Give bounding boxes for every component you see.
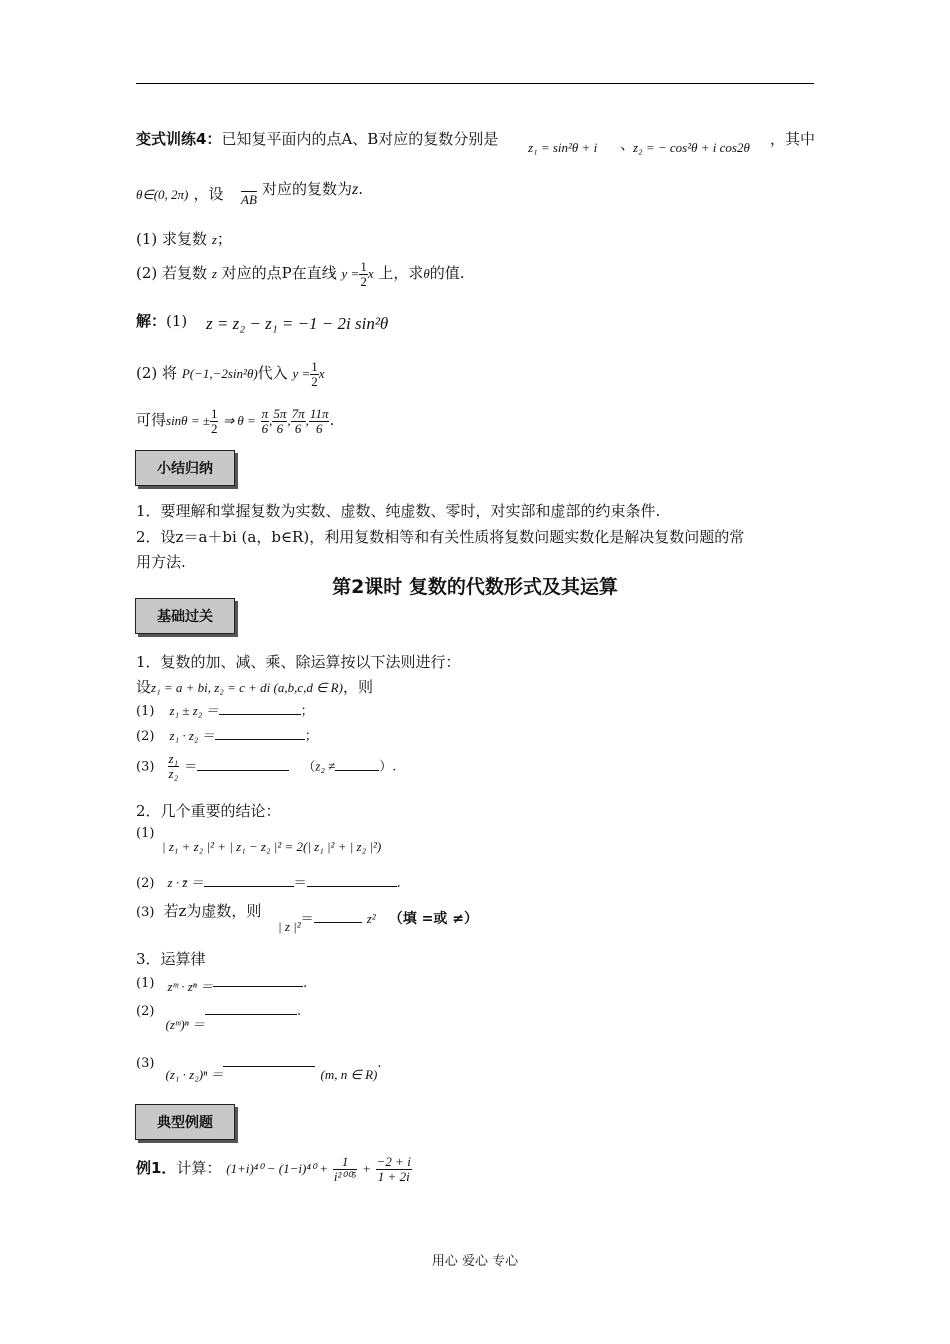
z1-expression: z₁ = sin²θ + i — [528, 140, 598, 155]
basics-set-line — [136, 676, 373, 697]
rule-2-blank[interactable] — [215, 727, 305, 740]
theta-symbol: θ — [423, 266, 430, 282]
exercise-text-1: 已知复平面内的点A、B对应的复数分别是 — [221, 130, 499, 148]
exercise-text-4-label: 对应的复数为 — [262, 180, 353, 198]
z2-expression: z₂ = − cos²θ + i cos2θ — [633, 140, 750, 155]
lesson-title: 第2课时 复数的代数形式及其运算 — [332, 576, 618, 598]
rule-3-number: (3) — [136, 759, 155, 775]
set-expression: z₁ = a + bi, z₂ = c + di (a,b,c,d ∈ R) — [151, 680, 343, 695]
conclusion-2-number: (2) — [136, 876, 155, 891]
conclusion-3-text: 若z为虚数，则 — [163, 902, 262, 920]
solution-part-2 — [136, 360, 325, 388]
basics-section-1-title: 1．复数的加、减、乘、除运算按以下法则进行： — [136, 653, 461, 671]
conclusion-2-mid: ＝ — [293, 876, 307, 891]
pi-num: π — [261, 406, 269, 421]
example-1-label: 例1． — [136, 1159, 177, 1178]
question-1 — [136, 228, 232, 249]
eleven-pi-den: 6 — [315, 420, 323, 436]
page-footer: 用心 爱心 专心 — [431, 1254, 519, 1269]
half-den: 2 — [360, 273, 367, 289]
exercise-line-1 — [136, 128, 498, 149]
solution-p2-line: y = — [292, 366, 311, 382]
can-get-text: 可得 — [136, 411, 167, 430]
solution-result: 可得sinθ = ± $\frac{1}{2}$ ⇒ θ = $\frac{\pi}{6}$ , $\frac{5\pi}{6}$ , $\frac{7\pi}{6}$ , $\frac{11\pi}{6}$ . — [136, 406, 335, 436]
then-text: ，则 — [342, 678, 373, 696]
solution-p2-x: x — [318, 366, 325, 382]
exercise-label: 变式训练4： — [136, 130, 222, 148]
examples-box-label: 典型例题 — [157, 1115, 213, 1131]
theta-range: θ∈(0, 2π) — [136, 187, 189, 202]
question-2-text-b: 对应的点P在直线 — [221, 264, 337, 283]
exercise-text-3: ，设 — [193, 185, 224, 203]
line-lhs: y = — [341, 266, 360, 282]
basics-box-label: 基础过关 — [157, 609, 213, 625]
law-3-end: . — [377, 1056, 382, 1071]
summary-item-1: 1．要理解和掌握复数为实数、虚数、纯虚数、零时，对实部和虚部的约束条件. — [136, 502, 661, 520]
rule-1 — [136, 700, 314, 719]
seven-pi-num: 7π — [291, 406, 305, 421]
implies-theta: ⇒ θ = — [223, 413, 256, 429]
set-text: 设 — [136, 678, 152, 696]
conclusion-3-eq: ＝ — [300, 912, 314, 927]
solution-p2-text: (2) 将 — [136, 364, 178, 383]
conclusion-3-abs: | z |² — [278, 919, 301, 934]
law-3-number: (3) — [136, 1056, 155, 1071]
solution-half-den: 2 — [311, 373, 318, 389]
example-1-f2-num: −2 + i — [376, 1154, 411, 1169]
question-2-text-a: (2) 若复数 — [136, 264, 208, 283]
conclusion-2 — [136, 872, 401, 891]
law-1-expression: zᵐ · zⁿ ＝ — [167, 979, 214, 994]
conclusion-3 — [136, 900, 261, 921]
question-1-end: ； — [216, 230, 232, 248]
rule-3-cond-blank[interactable] — [335, 758, 379, 771]
exercise-text-4 — [262, 178, 363, 199]
conclusion-3-hint: （填 =或 ≠） — [388, 911, 478, 927]
rule-3-fraction — [168, 752, 180, 780]
solution-p2-point: P(−1,−2sin²θ) — [181, 366, 258, 382]
question-1-text: (1) 求复数 — [136, 230, 208, 248]
question-2-z: z — [211, 266, 217, 282]
question-2-text-c: 上，求 — [378, 264, 424, 283]
solution-p2-into: 代入 — [257, 364, 288, 383]
conclusion-3-z2: z² — [366, 911, 376, 926]
answer-11pi-6 — [309, 407, 330, 435]
separator: 、 — [620, 135, 636, 153]
half-num: 1 — [360, 259, 367, 274]
solution-half — [310, 360, 319, 388]
solution-part-1 — [136, 310, 187, 331]
solution-half-num: 1 — [311, 359, 318, 374]
rule-3-num: z₁ — [168, 751, 179, 766]
sin-expression: sinθ = ± — [166, 413, 210, 429]
law-1-end: . — [303, 976, 308, 991]
solution-label: 解： — [136, 312, 167, 330]
question-1-z: z — [211, 232, 217, 247]
conclusion-2-blank-2[interactable] — [307, 874, 397, 887]
law-2 — [136, 1000, 302, 1032]
answer-pi-6 — [261, 407, 270, 435]
seven-pi-den: 6 — [294, 420, 302, 436]
conclusion-2-end: . — [396, 876, 401, 891]
solution-end: . — [329, 411, 335, 430]
rule-2-end: ； — [304, 729, 318, 744]
example-1 — [136, 1155, 412, 1183]
rule-3-blank[interactable] — [197, 758, 289, 771]
law-1-blank[interactable] — [213, 974, 303, 987]
summary-item-2a: 2．设z＝a＋bi (a，b∈R)，利用复数相等和有关性质将复数问题实数化是解决复数问题的常 — [136, 528, 745, 546]
law-2-end: . — [297, 1004, 302, 1019]
conclusion-1-expression: | z₁ + z₂ |² + | z₁ − z₂ |² = 2(| z₁ |² + | z₂ |²) — [162, 839, 382, 854]
basics-section-3-title: 3．运算律 — [136, 950, 206, 968]
half-fraction — [359, 260, 368, 288]
conclusion-3-blank[interactable] — [314, 910, 362, 923]
z-symbol: z — [352, 181, 359, 198]
examples-box — [135, 1104, 235, 1140]
exercise-text-2: ，其中 — [770, 130, 816, 148]
law-1-number: (1) — [136, 976, 155, 991]
basics-section-2-title: 2．几个重要的结论： — [136, 802, 281, 820]
example-1-fraction-2 — [376, 1155, 412, 1183]
five-pi-num: 5π — [273, 406, 287, 421]
rule-3-eq: ＝ — [184, 759, 198, 775]
conclusion-2-expression: z · z̄ ＝ — [167, 875, 204, 890]
example-1-expression: (1+i)⁴⁰ − (1−i)⁴⁰ + — [226, 1161, 329, 1177]
pi-den: 6 — [261, 420, 269, 436]
rule-2-expression: z₁ · z₂ ＝ — [169, 728, 215, 743]
rule-3-paren-close: ）. — [379, 759, 397, 775]
question-2-text-d: 的值. — [429, 264, 465, 283]
basics-box — [135, 598, 235, 634]
rule-2 — [136, 725, 318, 744]
eleven-pi-num: 11π — [309, 406, 329, 421]
law-2-expression: (zᵐ)ⁿ ＝ — [165, 1017, 205, 1032]
example-1-fraction-1 — [333, 1155, 357, 1183]
vector-ab: $\overline{AB}$ — [241, 192, 257, 207]
law-3-condition: (m, n ∈ R) — [320, 1067, 378, 1082]
example-1-plus: + — [362, 1161, 371, 1177]
law-3-blank[interactable] — [223, 1054, 315, 1067]
law-2-number: (2) — [136, 1004, 155, 1019]
conclusion-1-number: (1) — [136, 826, 155, 841]
line-x: x — [367, 266, 374, 282]
summary-item-2b: 用方法. — [136, 553, 186, 571]
summary-box — [135, 450, 235, 486]
rule-1-blank[interactable] — [219, 702, 301, 715]
law-2-blank[interactable] — [205, 1002, 297, 1015]
five-pi-den: 6 — [276, 420, 284, 436]
sin-half — [210, 407, 219, 435]
question-2 — [136, 260, 465, 288]
rule-3-den: z₂ — [168, 765, 179, 781]
solution-p1-number: (1) — [166, 312, 188, 330]
exercise-line-2 — [136, 183, 224, 204]
example-1-f1-den: i²⁰⁰⁵ — [333, 1168, 357, 1184]
sin-half-den: 2 — [210, 420, 218, 436]
rule-3-paren-open: （ — [302, 759, 316, 775]
rule-3-condition: z₂ ≠ — [315, 758, 336, 774]
answer-7pi-6 — [291, 407, 306, 435]
conclusion-2-blank-1[interactable] — [204, 874, 294, 887]
law-3-expression: (z₁ · z₂)ⁿ ＝ — [165, 1067, 224, 1082]
rule-1-end: ； — [300, 704, 314, 719]
rule-3 — [136, 752, 396, 780]
law-1 — [136, 972, 308, 994]
rule-1-number: (1) — [136, 704, 155, 719]
conclusion-3-formula — [278, 908, 478, 934]
solution-p1-expression: z = z₂ − z₁ = −1 − 2i sin²θ — [206, 314, 389, 333]
header-rule — [136, 83, 814, 84]
rule-2-number: (2) — [136, 729, 155, 744]
exercise-text-5: . — [358, 180, 364, 198]
sin-half-num: 1 — [210, 406, 218, 421]
summary-box-label: 小结归纳 — [157, 461, 213, 477]
answer-5pi-6 — [272, 407, 287, 435]
conclusion-3-number: (3) — [136, 905, 155, 920]
example-1-f1-num: 1 — [333, 1155, 357, 1170]
example-1-f2-den: 1 + 2i — [377, 1168, 410, 1184]
rule-1-expression: z₁ ± z₂ ＝ — [169, 703, 219, 718]
example-1-text: 计算： — [176, 1159, 222, 1178]
